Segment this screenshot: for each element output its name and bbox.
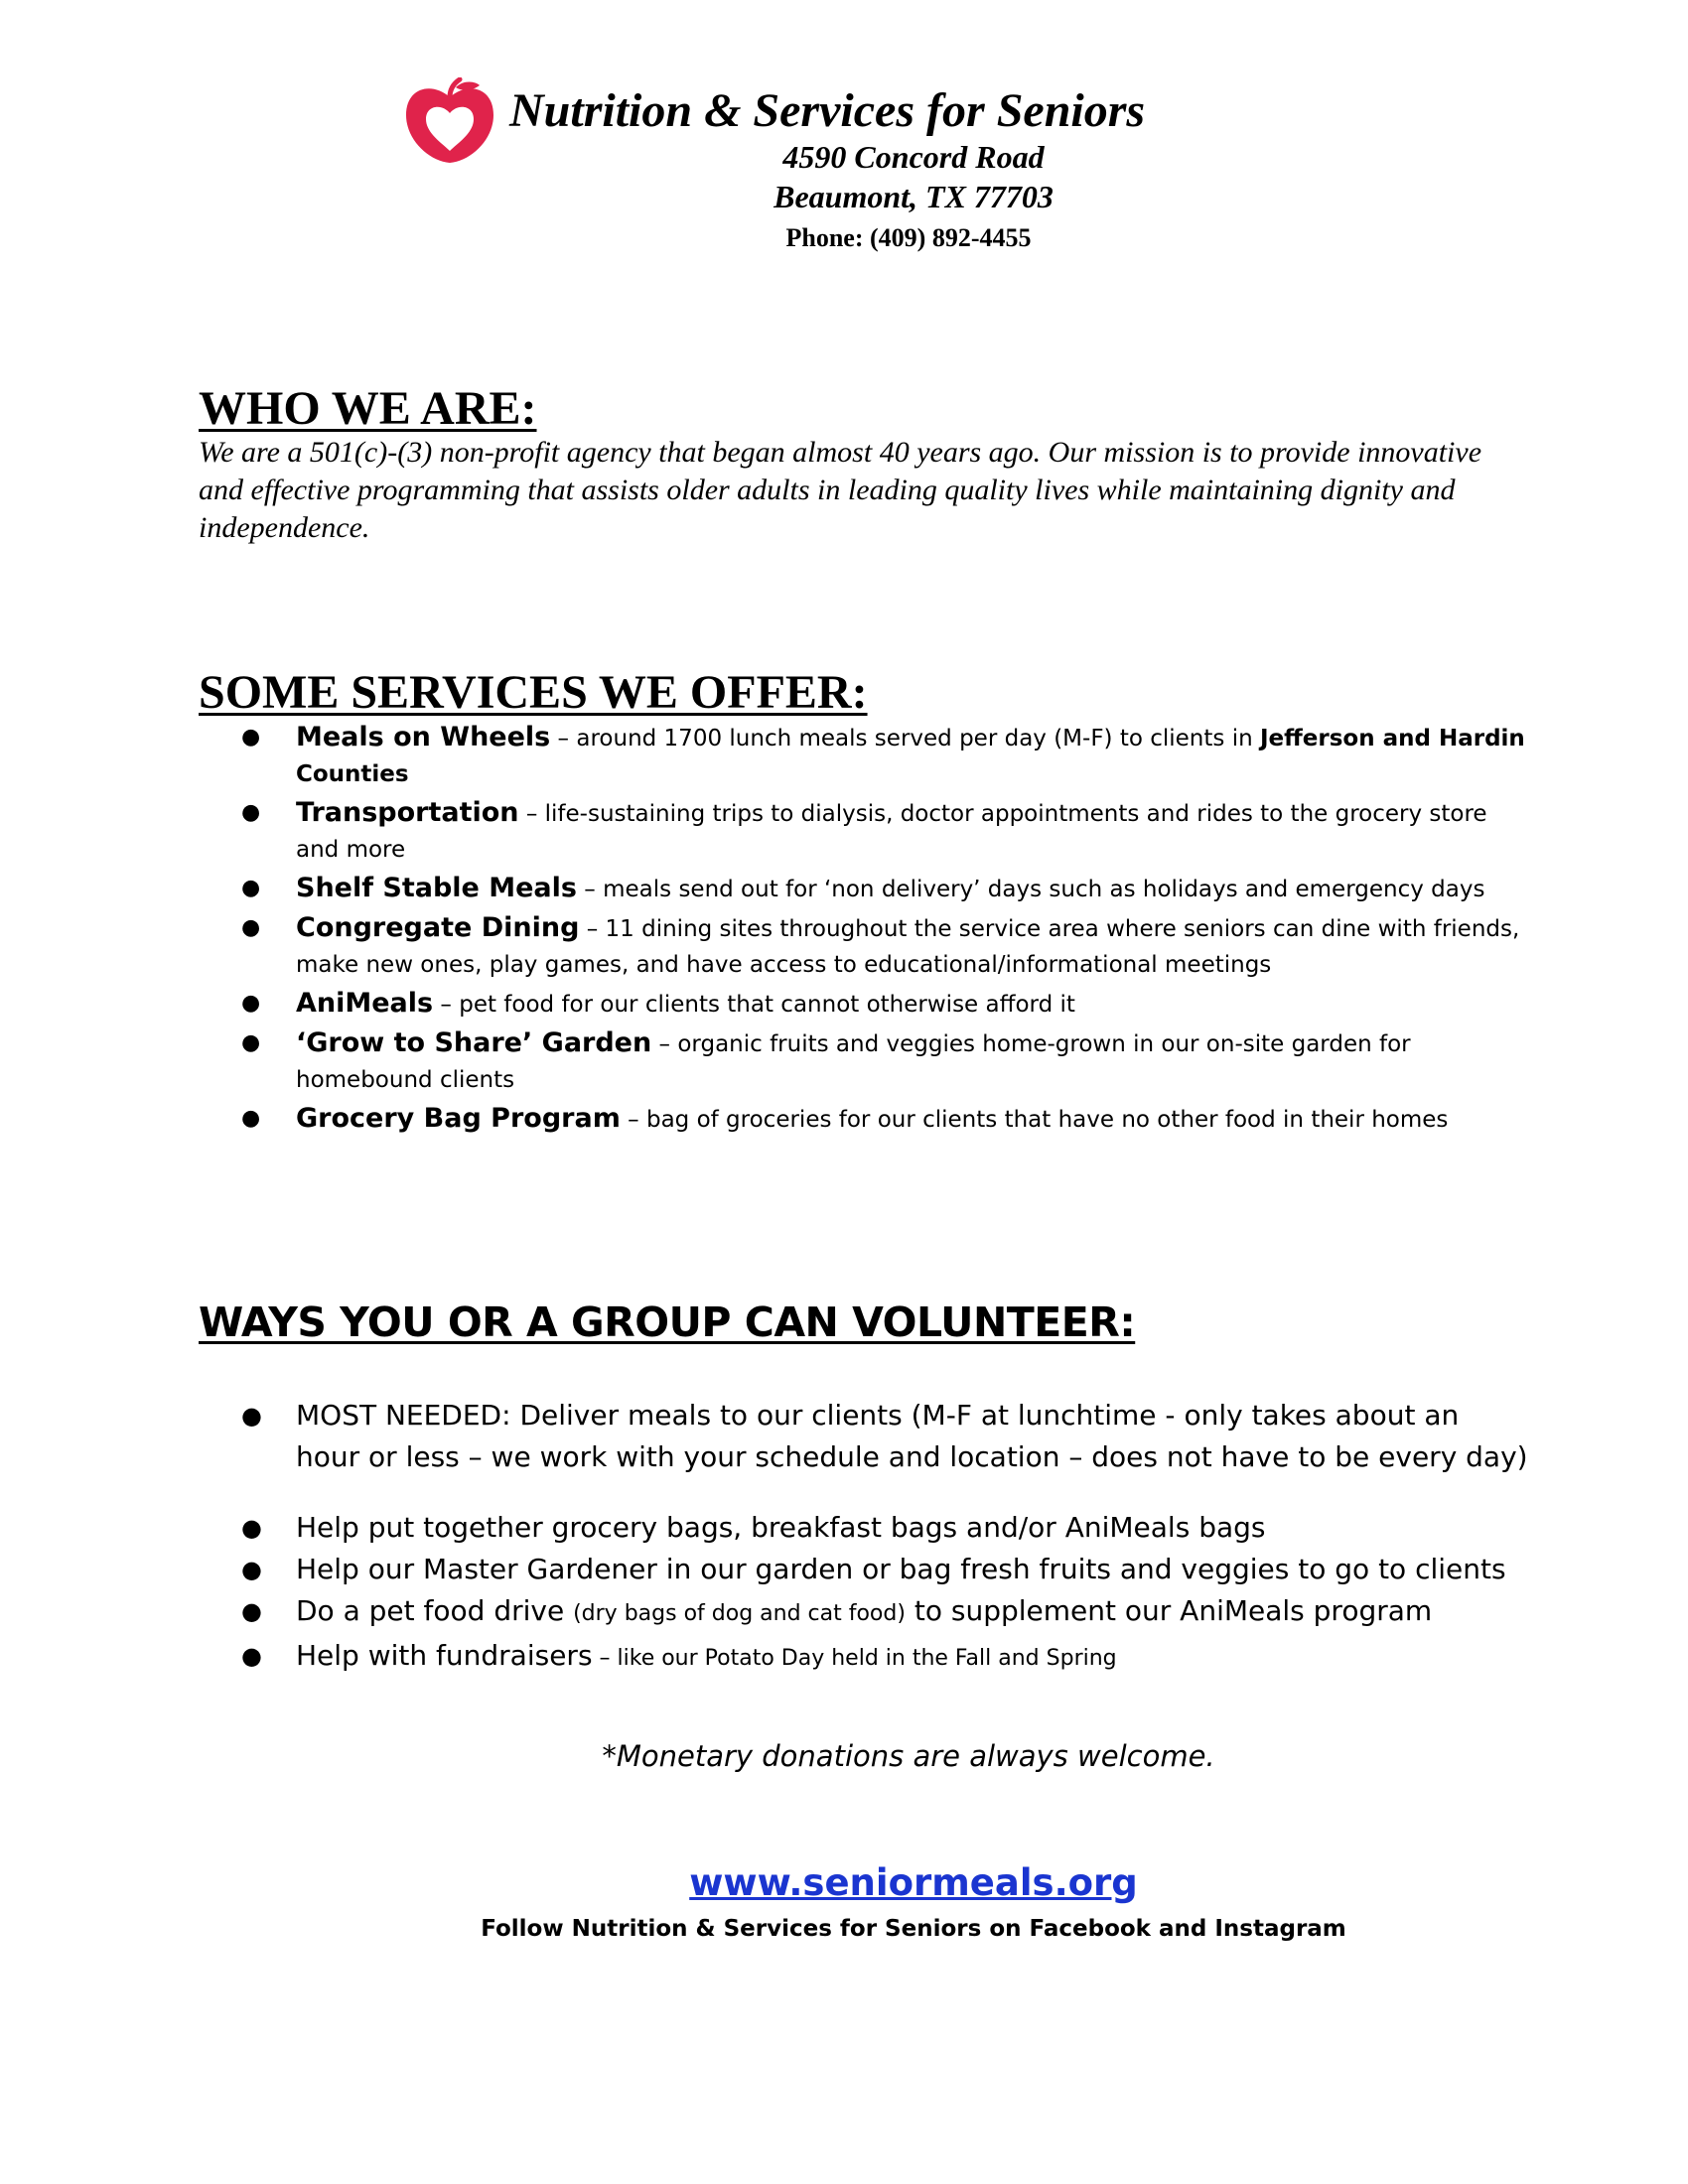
list-item: ● Help with fundraisers – like our Potato Day held in the Fall and Spring bbox=[199, 1635, 1529, 1680]
list-item: ● MOST NEEDED: Deliver meals to our clients (M-F at lunchtime - only takes about an hour or less – we work with your schedule and location – does not have to be every day) bbox=[199, 1395, 1529, 1478]
list-item: ● ‘Grow to Share’ Garden – organic fruits and veggies home-grown in our on-site garden for homebound clients bbox=[241, 1027, 1411, 1093]
donations-note: *Monetary donations are always welcome. bbox=[602, 1739, 1215, 1773]
bullet-icon: ● bbox=[241, 725, 261, 750]
volunteer-heading: WAYS YOU OR A GROUP CAN VOLUNTEER: bbox=[199, 1298, 1136, 1346]
list-item: ● Meals on Wheels – around 1700 lunch meals served per day (M-F) to clients in Jefferson and Hardin Counties bbox=[241, 722, 1525, 787]
list-item: ● Help our Master Gardener in our garden or bag fresh fruits and veggies to go to clients bbox=[199, 1549, 1529, 1590]
volunteer-list bbox=[199, 1507, 1529, 1680]
website-link[interactable]: www.seniormeals.org bbox=[689, 1861, 1138, 1904]
bullet-icon: ● bbox=[241, 1402, 262, 1430]
bullet-icon: ● bbox=[241, 1106, 261, 1131]
most-needed-label: MOST NEEDED bbox=[296, 1399, 502, 1432]
bullet-icon: ● bbox=[241, 991, 261, 1016]
bullet-icon: ● bbox=[241, 1597, 262, 1625]
address-line-2: Beaumont, TX 77703 bbox=[774, 179, 1054, 214]
list-item: ● Congregate Dining – 11 dining sites throughout the service area where seniors can dine with friends, make new ones, play games, and have access to educational/informational meetings bbox=[241, 912, 1520, 978]
list-item: ● AniMeals – pet food for our clients that cannot otherwise afford it bbox=[199, 986, 1529, 1023]
address-line-1: 4590 Concord Road bbox=[782, 139, 1045, 175]
bullet-icon: ● bbox=[241, 1556, 262, 1583]
services-heading: SOME SERVICES WE OFFER: bbox=[199, 666, 868, 719]
list-item: ● Grocery Bag Program – bag of groceries for our clients that have no other food in their homes bbox=[199, 1101, 1529, 1138]
bullet-icon: ● bbox=[241, 1514, 262, 1542]
org-name: Nutrition & Services for Seniors bbox=[509, 84, 1146, 137]
bullet-icon: ● bbox=[241, 800, 261, 825]
social-follow-text: Follow Nutrition & Services for Seniors on Facebook and Instagram bbox=[481, 1916, 1346, 1942]
services-list bbox=[199, 720, 1529, 1141]
who-we-are-heading: WHO WE ARE: bbox=[199, 382, 537, 435]
list-item: ● Do a pet food drive (dry bags of dog and cat food) to supplement our AniMeals program bbox=[199, 1590, 1529, 1635]
list-item: ● Transportation – life-sustaining trips to dialysis, doctor appointments and rides to the grocery store and more bbox=[241, 797, 1487, 863]
bullet-icon: ● bbox=[241, 876, 261, 900]
who-we-are-body: We are a 501(c)-(3) non-profit agency that began almost 40 years ago. Our mission is to provide innovative and effective programming that assists older adults in leading quality lives while maintaining dignity and independence. bbox=[199, 436, 1482, 544]
bullet-icon: ● bbox=[241, 1030, 261, 1055]
bullet-icon: ● bbox=[241, 915, 261, 940]
phone: Phone: (409) 892-4455 bbox=[785, 223, 1032, 252]
list-item: ● Help put together grocery bags, breakfast bags and/or AniMeals bags bbox=[199, 1507, 1529, 1549]
bullet-icon: ● bbox=[241, 1642, 262, 1670]
volunteer-list-most-needed bbox=[199, 1395, 1529, 1478]
list-item: ● Shelf Stable Meals – meals send out for ‘non delivery’ days such as holidays and emergency days bbox=[199, 871, 1529, 907]
